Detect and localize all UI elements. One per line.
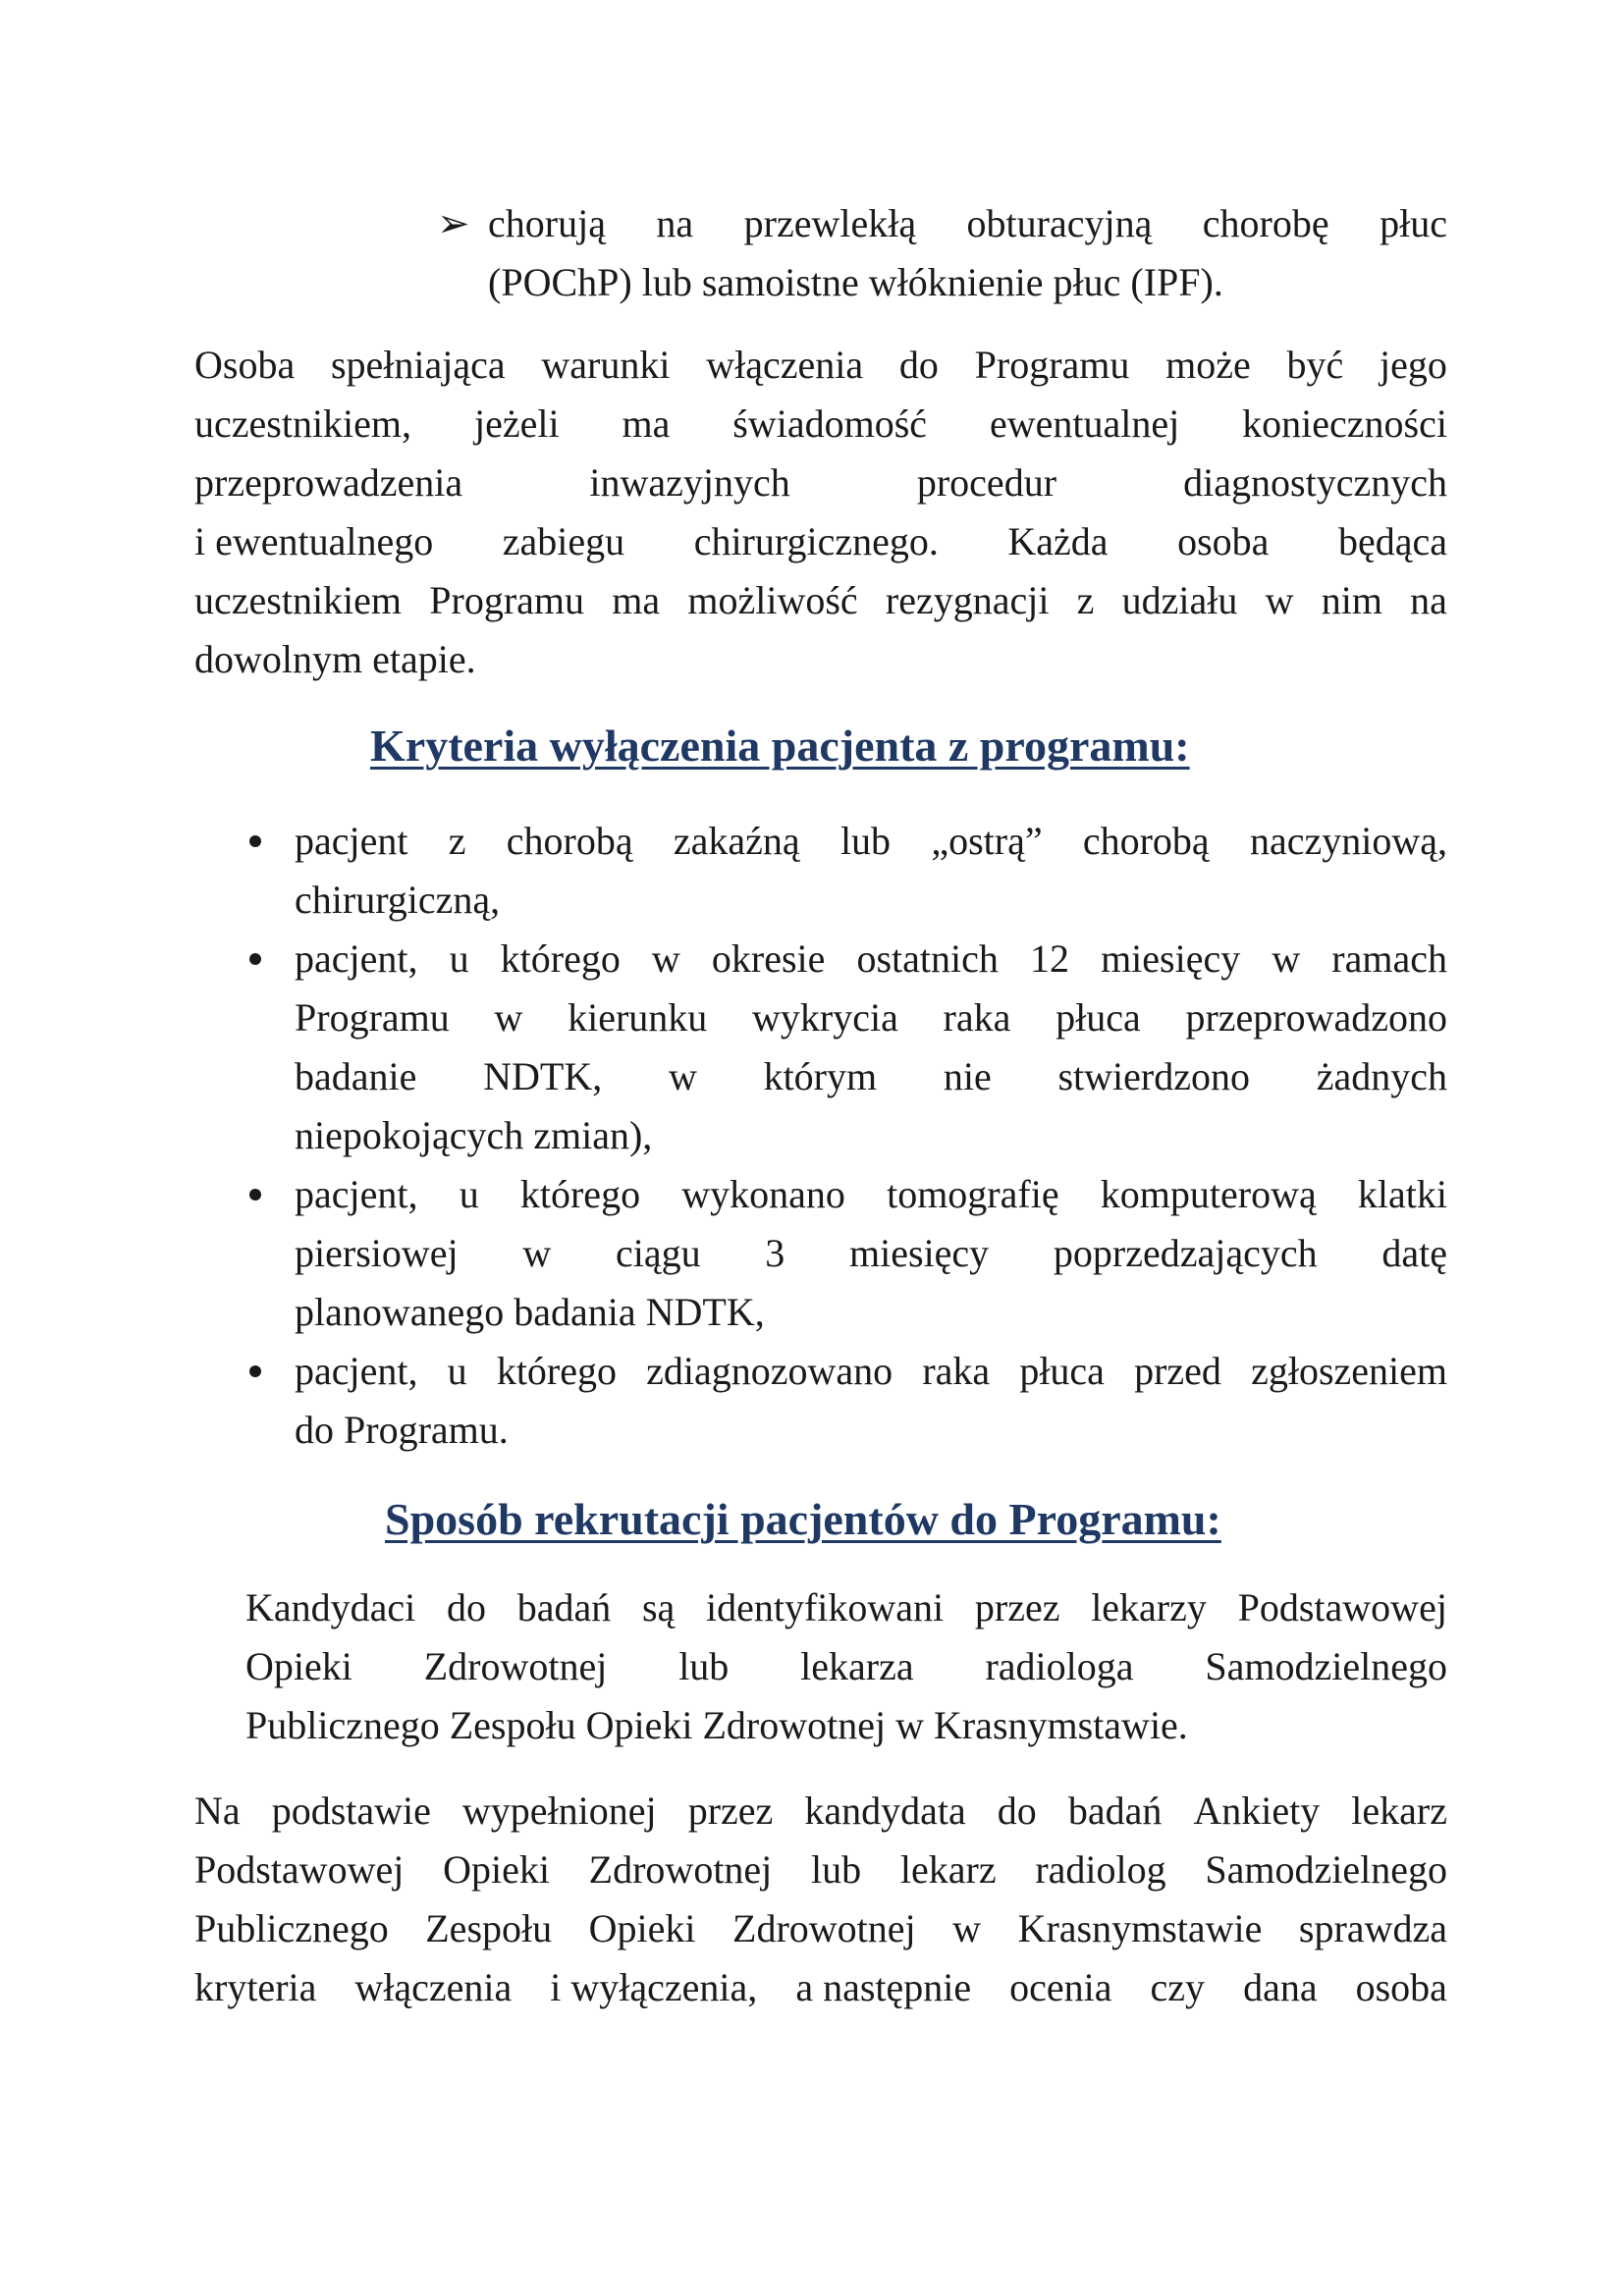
arrow-bullet-icon: ➢ bbox=[437, 201, 470, 245]
word: miesięcy bbox=[849, 1231, 990, 1275]
word: w bbox=[522, 1231, 552, 1275]
word: inwazyjnych bbox=[589, 460, 790, 505]
word: w bbox=[651, 936, 680, 981]
word: raka bbox=[943, 995, 1011, 1040]
word: ewentualnej bbox=[989, 401, 1180, 446]
word: Ankiety bbox=[1193, 1789, 1321, 1833]
word: lekarz bbox=[1351, 1789, 1447, 1833]
word: pacjent, bbox=[295, 1172, 418, 1216]
exclusion-4-line-2: do Programu. bbox=[295, 1408, 509, 1452]
word: lub bbox=[811, 1847, 862, 1892]
paragraph-1-line-3 bbox=[194, 454, 1447, 512]
word: Zdrowotnej bbox=[423, 1644, 608, 1688]
paragraph-1-line-1 bbox=[194, 336, 1447, 395]
word: Kandydaci bbox=[245, 1585, 416, 1629]
word: „ostrą” bbox=[931, 819, 1043, 863]
word: ramach bbox=[1331, 936, 1447, 981]
word: lekarzy bbox=[1091, 1585, 1207, 1629]
word: być bbox=[1286, 343, 1344, 387]
exclusion-2-line-3 bbox=[295, 1047, 1447, 1106]
word: Podstawowej bbox=[194, 1847, 405, 1892]
exclusion-1-line-1 bbox=[295, 812, 1447, 871]
word: zabiegu bbox=[502, 519, 625, 563]
word: ocenia bbox=[1009, 1965, 1112, 2009]
word: u bbox=[447, 1349, 467, 1393]
word: osoba bbox=[1177, 519, 1270, 563]
word: chorobą bbox=[506, 819, 633, 863]
word: i wyłączenia, bbox=[550, 1965, 758, 2009]
word: nim bbox=[1321, 578, 1382, 622]
word: Osoba bbox=[194, 343, 296, 387]
paragraph-2-line-3: Publicznego Zespołu Opieki Zdrowotnej w Krasnymstawie. bbox=[245, 1703, 1188, 1747]
word: będąca bbox=[1337, 519, 1447, 563]
word: uczestnikiem, bbox=[194, 401, 412, 446]
word: identyfikowani bbox=[705, 1585, 945, 1629]
word: którego bbox=[500, 936, 621, 981]
word: sprawdza bbox=[1298, 1906, 1447, 1950]
word: przez bbox=[974, 1585, 1060, 1629]
word: lub bbox=[839, 819, 892, 863]
word: komputerową bbox=[1100, 1172, 1317, 1216]
word: badań bbox=[1067, 1789, 1163, 1833]
word: naczyniową, bbox=[1249, 819, 1447, 863]
word: chirurgicznego. bbox=[693, 519, 939, 563]
word: Zespołu bbox=[425, 1906, 553, 1950]
word: Krasnymstawie bbox=[1017, 1906, 1263, 1950]
word: a następnie bbox=[795, 1965, 972, 2009]
word: Podstawowej bbox=[1237, 1585, 1447, 1629]
bullet-icon bbox=[249, 835, 261, 847]
word: Zdrowotnej bbox=[588, 1847, 773, 1892]
word: z bbox=[448, 819, 466, 863]
word: którym bbox=[763, 1054, 878, 1098]
word: chorobą bbox=[1082, 819, 1210, 863]
word: Samodzielnego bbox=[1205, 1644, 1447, 1688]
word: przez bbox=[687, 1789, 774, 1833]
word: udziału bbox=[1121, 578, 1238, 622]
word: stwierdzono bbox=[1057, 1054, 1250, 1098]
word: uczestnikiem bbox=[194, 578, 403, 622]
word: są bbox=[641, 1585, 676, 1629]
word: płuca bbox=[1019, 1349, 1105, 1393]
word: pacjent bbox=[295, 819, 408, 863]
bullet-icon bbox=[249, 1189, 261, 1201]
word: piersiowej bbox=[295, 1231, 459, 1275]
word: w bbox=[494, 995, 523, 1040]
word: spełniająca bbox=[330, 343, 506, 387]
exclusion-3-line-2 bbox=[295, 1224, 1447, 1283]
word: przeprowadzenia bbox=[194, 460, 463, 505]
paragraph-1-line-5 bbox=[194, 571, 1447, 630]
word: lekarza bbox=[800, 1644, 914, 1688]
word: i ewentualnego bbox=[194, 519, 434, 563]
word: zgłoszeniem bbox=[1251, 1349, 1447, 1393]
word: klatki bbox=[1357, 1172, 1447, 1216]
word: przeprowadzono bbox=[1185, 995, 1447, 1040]
word: ciągu bbox=[615, 1231, 701, 1275]
word: Programu bbox=[295, 995, 450, 1040]
word: osoba bbox=[1355, 1965, 1447, 2009]
word: pacjent, bbox=[295, 936, 418, 981]
word: obturacyjną bbox=[966, 201, 1153, 245]
paragraph-2-line-2 bbox=[245, 1637, 1447, 1696]
word: na bbox=[1410, 578, 1447, 622]
word: nie bbox=[943, 1054, 992, 1098]
word: Programu bbox=[974, 343, 1130, 387]
word: u bbox=[459, 1172, 479, 1216]
word: w bbox=[952, 1906, 982, 1950]
word: z bbox=[1076, 578, 1095, 622]
word: zdiagnozowano bbox=[646, 1349, 893, 1393]
word: kryteria bbox=[194, 1965, 317, 2009]
exclusion-3-line-1 bbox=[295, 1165, 1447, 1224]
word: raka bbox=[922, 1349, 991, 1393]
word: do bbox=[997, 1789, 1037, 1833]
word: 12 bbox=[1029, 936, 1069, 981]
word: możliwość bbox=[687, 578, 858, 622]
exclusion-1-line-2: chirurgiczną, bbox=[295, 878, 501, 922]
word: chorobę bbox=[1202, 201, 1329, 245]
bullet-icon bbox=[249, 1365, 261, 1377]
word: którego bbox=[519, 1172, 641, 1216]
word: świadomość bbox=[732, 401, 928, 446]
word: radiologa bbox=[985, 1644, 1134, 1688]
word: Opieki bbox=[443, 1847, 550, 1892]
word: płuca bbox=[1056, 995, 1141, 1040]
word: czy bbox=[1150, 1965, 1206, 2009]
heading-exclusion-criteria: Kryteria wyłączenia pacjenta z programu: bbox=[370, 721, 1190, 771]
word: kierunku bbox=[568, 995, 708, 1040]
word: zakaźną bbox=[673, 819, 800, 863]
word: Samodzielnego bbox=[1205, 1847, 1447, 1892]
exclusion-3-line-3: planowanego badania NDTK, bbox=[295, 1290, 765, 1334]
word: do bbox=[446, 1585, 486, 1629]
word: poprzedzających bbox=[1053, 1231, 1318, 1275]
word: okresie bbox=[711, 936, 826, 981]
word: kandydata bbox=[804, 1789, 966, 1833]
word: jego bbox=[1380, 343, 1447, 387]
intro-bullet-line-2: (POChP) lub samoistne włóknienie płuc (IPF). bbox=[488, 260, 1223, 304]
word: płuc bbox=[1380, 201, 1447, 245]
word: ma bbox=[622, 401, 671, 446]
word: żadnych bbox=[1316, 1054, 1447, 1098]
exclusion-2-line-1 bbox=[295, 930, 1447, 988]
word: w bbox=[1265, 578, 1294, 622]
word: włączenia bbox=[354, 1965, 513, 2009]
word: rezygnacji bbox=[885, 578, 1050, 622]
word: wypełnionej bbox=[461, 1789, 657, 1833]
word: w bbox=[1272, 936, 1301, 981]
word: NDTK, bbox=[483, 1054, 603, 1098]
word: Programu bbox=[429, 578, 585, 622]
word: procedur bbox=[916, 460, 1057, 505]
paragraph-1-line-4 bbox=[194, 512, 1447, 571]
word: którego bbox=[496, 1349, 617, 1393]
word: chorują bbox=[488, 201, 606, 245]
word: badanie bbox=[295, 1054, 417, 1098]
word: ostatnich bbox=[856, 936, 999, 981]
word: Każda bbox=[1007, 519, 1109, 563]
word: może bbox=[1165, 343, 1251, 387]
word: badań bbox=[516, 1585, 612, 1629]
word: lekarz bbox=[899, 1847, 997, 1892]
word: 3 bbox=[765, 1231, 785, 1275]
word: miesięcy bbox=[1101, 936, 1241, 981]
word: radiolog bbox=[1035, 1847, 1166, 1892]
word: podstawie bbox=[271, 1789, 431, 1833]
heading-recruitment: Sposób rekrutacji pacjentów do Programu: bbox=[385, 1494, 1221, 1544]
word: diagnostycznych bbox=[1183, 460, 1447, 505]
word: przewlekłą bbox=[743, 201, 917, 245]
word: konieczności bbox=[1242, 401, 1447, 446]
paragraph-3-line-3 bbox=[194, 1899, 1447, 1958]
exclusion-4-line-1 bbox=[295, 1342, 1447, 1401]
word: u bbox=[449, 936, 469, 981]
word: jeżeli bbox=[473, 401, 560, 446]
word: wykrycia bbox=[752, 995, 898, 1040]
paragraph-1-line-2 bbox=[194, 395, 1447, 454]
paragraph-1-line-6: dowolnym etapie. bbox=[194, 637, 476, 681]
word: włączenia bbox=[706, 343, 864, 387]
word: Na bbox=[194, 1789, 241, 1833]
word: dana bbox=[1243, 1965, 1318, 2009]
exclusion-2-line-4: niepokojących zmian), bbox=[295, 1113, 653, 1157]
word: lub bbox=[678, 1644, 730, 1688]
word: tomografię bbox=[887, 1172, 1059, 1216]
exclusion-2-line-2 bbox=[295, 988, 1447, 1047]
word: ma bbox=[612, 578, 661, 622]
word: Opieki bbox=[588, 1906, 696, 1950]
paragraph-2-line-1 bbox=[245, 1578, 1447, 1637]
word: Zdrowotnej bbox=[732, 1906, 916, 1950]
word: przed bbox=[1134, 1349, 1221, 1393]
word: Opieki bbox=[245, 1644, 352, 1688]
word: na bbox=[656, 201, 694, 245]
paragraph-3-line-1 bbox=[194, 1782, 1447, 1841]
bullet-icon bbox=[249, 953, 261, 965]
intro-bullet-line-1 bbox=[488, 194, 1447, 253]
word: do bbox=[898, 343, 939, 387]
word: Publicznego bbox=[194, 1906, 389, 1950]
paragraph-3-line-4 bbox=[194, 1958, 1447, 2017]
word: warunki bbox=[541, 343, 671, 387]
word: pacjent, bbox=[295, 1349, 418, 1393]
word: datę bbox=[1381, 1231, 1447, 1275]
word: w bbox=[668, 1054, 697, 1098]
word: wykonano bbox=[681, 1172, 845, 1216]
paragraph-3-line-2 bbox=[194, 1841, 1447, 1899]
